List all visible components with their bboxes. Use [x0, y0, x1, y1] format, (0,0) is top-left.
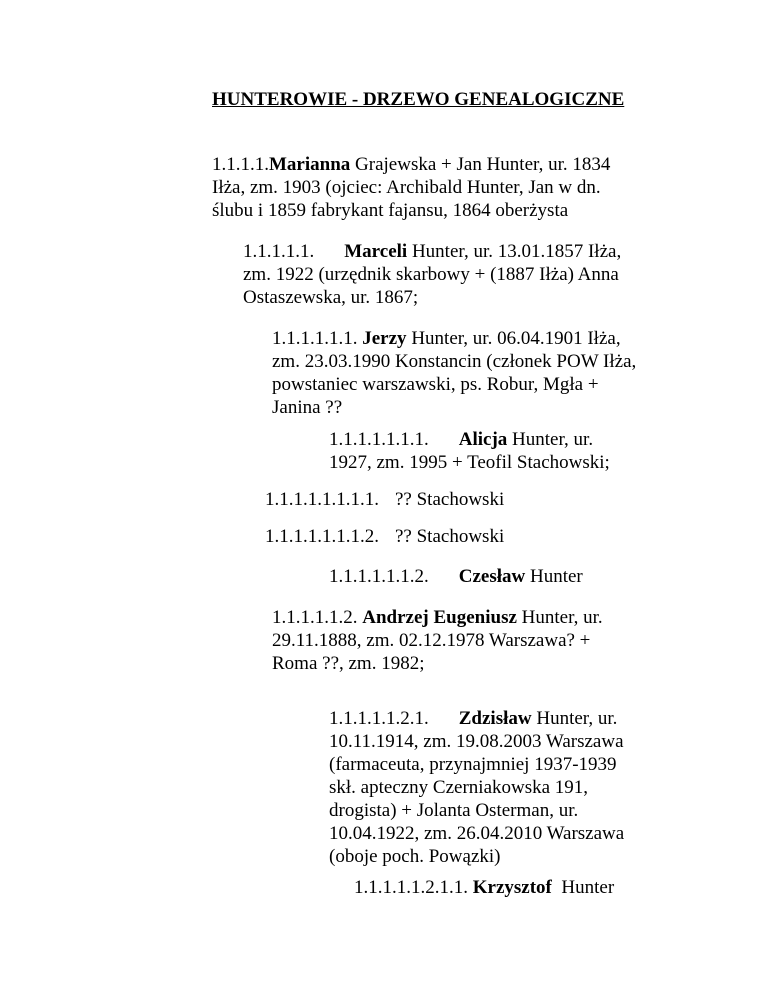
- entry-line: [354, 876, 614, 899]
- person-name: Zdzisław: [458, 708, 532, 729]
- entry-jerzy: [272, 327, 636, 419]
- entry-line: zm. 1922 (urzędnik skarbowy + (1887 Iłża) Anna: [243, 264, 619, 285]
- entry-line: [243, 240, 621, 263]
- entry-line: 10.11.1914, zm. 19.08.2003 Warszawa: [329, 731, 624, 752]
- entry-alicja: [329, 428, 610, 474]
- entry-number: 1.1.1.1.1.1.1.1.: [265, 489, 379, 510]
- entry-text: Hunter, ur.: [531, 708, 618, 729]
- entry-stachowski-1: [265, 488, 504, 511]
- entry-line: Iłża, zm. 1903 (ojciec: Archibald Hunter, Jan w dn.: [212, 177, 601, 198]
- entry-text: Hunter, ur.: [507, 429, 594, 450]
- entry-line: skł. apteczny Czerniakowska 191,: [329, 777, 589, 798]
- entry-zdzislaw: [329, 707, 624, 868]
- entry-line: [265, 525, 504, 548]
- entry-text: Hunter, ur. 06.04.1901 Iłża,: [406, 328, 621, 349]
- entry-text: Hunter, ur.: [516, 607, 603, 628]
- entry-number: 1.1.1.1.1.1.1.: [329, 429, 429, 450]
- entry-line: 1927, zm. 1995 + Teofil Stachowski;: [329, 452, 610, 473]
- entry-line: powstaniec warszawski, ps. Robur, Mgła +: [272, 374, 599, 395]
- person-name: Alicja: [458, 429, 508, 450]
- entry-marianna: [212, 153, 610, 222]
- entry-line: (oboje poch. Powązki): [329, 846, 501, 867]
- entry-number: 1.1.1.1.: [212, 154, 269, 175]
- entry-line: Janina ??: [272, 397, 343, 418]
- person-name: Jerzy: [362, 328, 407, 349]
- entry-line: [329, 565, 583, 588]
- person-name: Krzysztof: [472, 877, 552, 898]
- entry-line: [265, 488, 504, 511]
- entry-line: ślubu i 1859 fabrykant fajansu, 1864 oberżysta: [212, 200, 569, 221]
- entry-line: [329, 428, 610, 451]
- entry-line: [272, 606, 603, 629]
- entry-line: [329, 707, 624, 730]
- entry-line: drogista) + Jolanta Osterman, ur.: [329, 800, 579, 821]
- entry-line: zm. 23.03.1990 Konstancin (członek POW Iłża,: [272, 351, 637, 372]
- entry-text: Hunter, ur. 13.01.1857 Iłża,: [407, 241, 622, 262]
- entry-number: 1.1.1.1.1.2.1.: [329, 708, 429, 729]
- entry-number: 1.1.1.1.1.1.: [272, 328, 358, 349]
- entry-line: Roma ??, zm. 1982;: [272, 653, 425, 674]
- entry-line: 10.04.1922, zm. 26.04.2010 Warszawa: [329, 823, 625, 844]
- entry-text: ?? Stachowski: [395, 489, 505, 510]
- entry-number: 1.1.1.1.1.1.2.: [329, 566, 429, 587]
- entry-number: 1.1.1.1.1.2.1.1.: [354, 877, 468, 898]
- entry-krzysztof: [354, 876, 614, 899]
- entry-line: (farmaceuta, przynajmniej 1937-1939: [329, 754, 617, 775]
- document-title: HUNTEROWIE - DRZEWO GENEALOGICZNE: [212, 89, 625, 110]
- entry-text: Hunter: [551, 877, 615, 898]
- entry-text: Hunter: [525, 566, 583, 587]
- entry-line: Ostaszewska, ur. 1867;: [243, 287, 419, 308]
- entry-czeslaw: [329, 565, 583, 588]
- entry-line: 29.11.1888, zm. 02.12.1978 Warszawa? +: [272, 630, 591, 651]
- entry-line: [272, 327, 636, 350]
- person-name: Andrzej Eugeniusz: [362, 607, 517, 628]
- person-name: Marianna: [269, 154, 351, 175]
- entry-line: [212, 153, 610, 176]
- person-name: Czesław: [458, 566, 526, 587]
- entry-marceli: [243, 240, 621, 309]
- entry-andrzej: [272, 606, 603, 675]
- entry-text: Grajewska + Jan Hunter, ur. 1834: [350, 154, 611, 175]
- person-name: Marceli: [344, 241, 408, 262]
- entry-text: ?? Stachowski: [395, 526, 505, 547]
- entry-number: 1.1.1.1.1.2.: [272, 607, 358, 628]
- entry-number: 1.1.1.1.1.1.1.2.: [265, 526, 379, 547]
- entry-stachowski-2: [265, 525, 504, 548]
- entry-number: 1.1.1.1.1.: [243, 241, 315, 262]
